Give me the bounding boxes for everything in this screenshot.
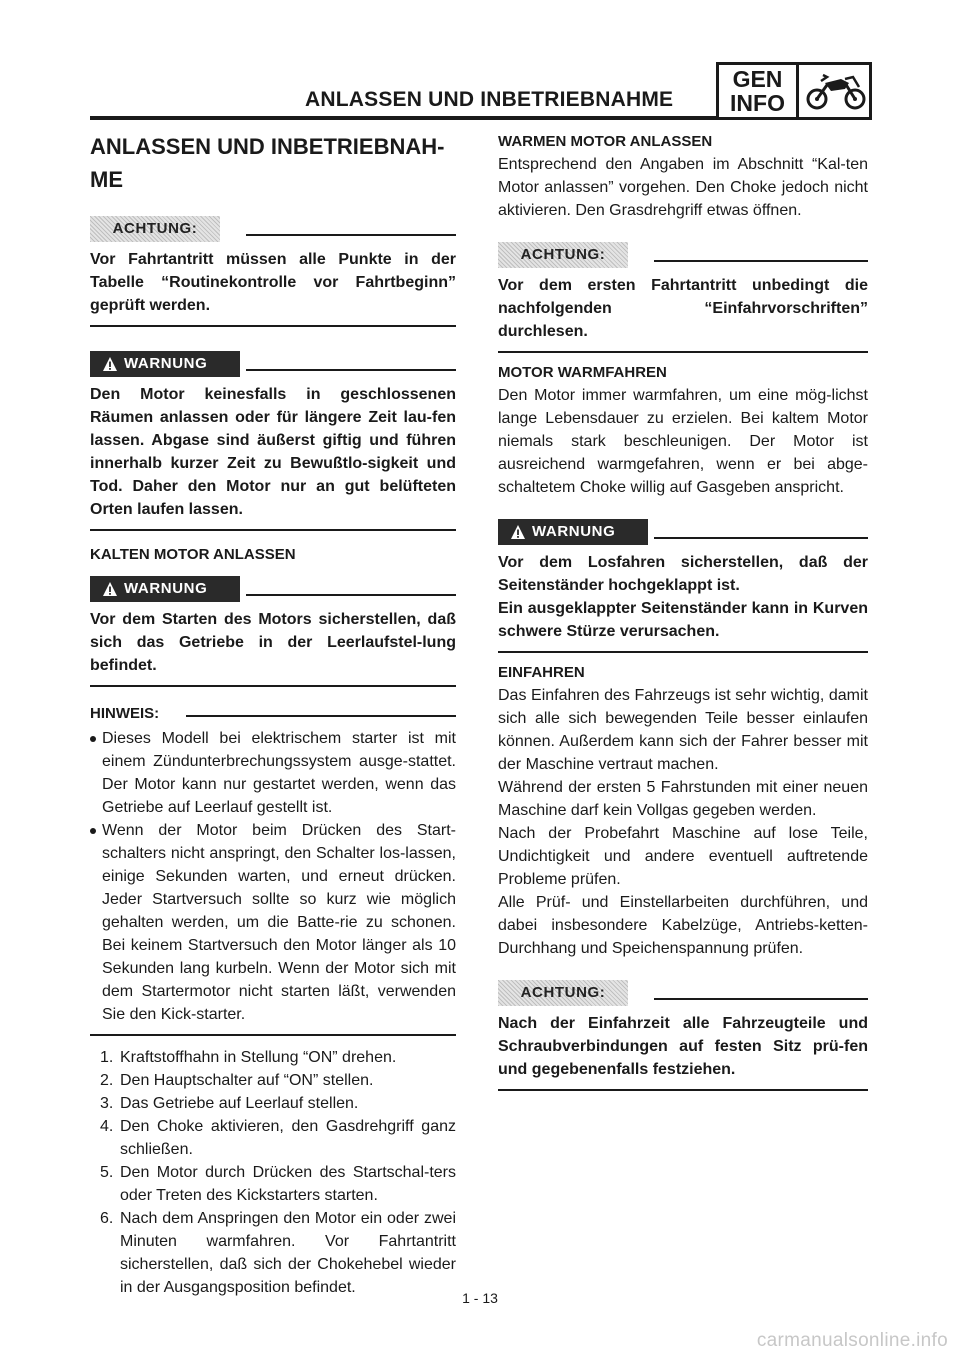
warning-triangle-icon [102, 581, 118, 597]
achtung-notice [90, 214, 456, 327]
einfahren-paragraph: Das Einfahren des Fahrzeugs ist sehr wichtig, damit sich alle sich bewegenden Teile besser einlaufen können. Außerdem kann sich der Fahrer besser mit der Maschine vertraut machen. [498, 687, 868, 773]
hinweis-rule [186, 715, 456, 717]
notice-header [90, 214, 456, 244]
step-text: Den Motor durch Drücken des Startschal-ters oder Treten des Kickstarters starten. [120, 1164, 456, 1204]
warnung-text-line2: Ein ausgeklappter Seitenständer kann in Kurven schwere Stürze verursachen. [498, 600, 868, 640]
achtung-text: Vor dem ersten Fahrtantritt unbedingt die nachfolgenden “Einfahrvorschriften” durchlesen. [498, 274, 868, 353]
hinweis-list [90, 727, 456, 1026]
section-heading-warmfahren: MOTOR WARMFAHREN [498, 364, 667, 381]
hinweis-label: HINWEIS: [90, 705, 160, 722]
page-title-line1: ANLASSEN UND INBETRIEBNAH- [90, 134, 445, 159]
einfahren-paragraph: Während der ersten 5 Fahrstunden mit einer neuen Maschine darf kein Vollgas gegeben werden. [498, 779, 868, 819]
notice-rule [654, 998, 868, 1000]
list-item [90, 1161, 456, 1207]
warnung-text: Den Motor keinesfalls in geschlossenen Räumen anlassen oder für längere Zeit lau-fen lassen. Abgase sind äußerst giftig und führen innerhalb kurzer Zeit zu Bewußtlo-sigkeit und Tod. Daher den Motor nur an gut belüfteten Orten laufen lassen. [90, 383, 456, 531]
list-item [90, 1069, 456, 1092]
warnung-badge [498, 519, 648, 545]
notice-rule [246, 369, 456, 371]
section-code-line1: GEN [732, 66, 783, 92]
notice-header [90, 574, 456, 604]
step-number: 4. [100, 1118, 114, 1135]
achtung-badge: ACHTUNG: [498, 242, 628, 268]
right-column [498, 130, 868, 1091]
warnung-notice [498, 517, 868, 653]
step-number: 2. [100, 1072, 114, 1089]
page-number: 1 - 13 [462, 1290, 498, 1306]
section-heading-einfahren: EINFAHREN [498, 664, 585, 681]
section-tab [716, 62, 872, 120]
hinweis-body [90, 727, 456, 1036]
notice-header [498, 978, 868, 1008]
page-title [90, 130, 456, 196]
warnung-badge [90, 351, 240, 377]
einfahren-paragraph: Alle Prüf- und Einstellarbeiten durchführen, und dabei insbesondere Kabelzüge, Antriebs-ketten-Durchhang und Speichenspannung prüfen. [498, 894, 868, 957]
section-heading-kalt: KALTEN MOTOR ANLASSEN [90, 546, 296, 563]
step-number: 1. [100, 1049, 114, 1066]
warnung-text-line1: Vor dem Losfahren sicherstellen, daß der Seitenständer hochgeklappt ist. [498, 554, 868, 594]
warm-text: Entsprechend den Angaben im Abschnitt “Kal-ten Motor anlassen” vorgehen. Den Choke jedoch nicht aktivieren. Den Grasdrehgriff etwas öffnen. [498, 156, 868, 219]
section-title: ANLASSEN UND INBETRIEBNAHME [305, 88, 674, 111]
hinweis-header [90, 701, 456, 727]
motorcycle-icon [805, 69, 867, 113]
warning-triangle-icon [102, 356, 118, 372]
achtung-text: Nach der Einfahrzeit alle Fahrzeugteile und Schraubverbindungen auf festen Sitz prü-fen und gegebenenfalls festziehen. [498, 1012, 868, 1091]
notice-header [90, 349, 456, 379]
notice-rule [654, 537, 868, 539]
list-item [90, 1115, 456, 1161]
warnung-text: Vor dem Starten des Motors sicherstellen, daß sich das Getriebe in der Leerlaufstel-lung befindet. [90, 608, 456, 687]
warnung-label: WARNUNG [124, 355, 208, 372]
list-item [90, 1046, 456, 1069]
notice-rule [654, 260, 868, 262]
warnung-badge [90, 576, 240, 602]
watermark: carmanualsonline.info [756, 1330, 948, 1351]
section-heading-warm: WARMEN MOTOR ANLASSEN [498, 133, 713, 150]
page-title-line2: ME [90, 167, 123, 192]
start-steps [90, 1046, 456, 1299]
step-text: Den Choke aktivieren, den Gasdrehgriff ganz schließen. [120, 1118, 456, 1158]
notice-header [498, 240, 868, 270]
notice-rule [246, 234, 456, 236]
warnung-notice [90, 574, 456, 687]
section-code [719, 65, 799, 117]
warning-triangle-icon [510, 524, 526, 540]
step-text: Nach dem Anspringen den Motor ein oder zwei Minuten warmfahren. Vor Fahrtantritt sicherstellen, daß sich der Chokehebel wieder in der Ausgangsposition befindet. [120, 1210, 456, 1296]
step-number: 5. [100, 1164, 114, 1181]
list-item [90, 1092, 456, 1115]
step-text: Den Hauptschalter auf “ON” stellen. [120, 1072, 374, 1089]
list-item: Dieses Modell bei elektrischem starter ist mit einem Zündunterbrechungssystem ausge-stattet. Der Motor kann nur gestartet werden, wenn das Getriebe auf Leerlauf gestellt ist. [90, 727, 456, 819]
warnung-label: WARNUNG [124, 580, 208, 597]
step-text: Kraftstoffhahn in Stellung “ON” drehen. [120, 1049, 397, 1066]
warnung-notice [90, 349, 456, 531]
notice-header [498, 517, 868, 547]
warnung-text [498, 551, 868, 653]
achtung-text: Vor Fahrtantritt müssen alle Punkte in der Tabelle “Routinekontrolle vor Fahrtbeginn” geprüft werden. [90, 248, 456, 327]
step-number: 6. [100, 1210, 114, 1227]
warmfahren-text: Den Motor immer warmfahren, um eine mög-lichst lange Lebensdauer zu erzielen. Bei kaltem Motor niemals stark beschleunigen. Der Motor ist ausreichend warmgefahren, wenn er bei abge-schaltetem Choke willig auf Gasgeben anspricht. [498, 387, 868, 496]
achtung-notice [498, 240, 868, 353]
list-item [90, 1207, 456, 1299]
list-item: Wenn der Motor beim Drücken des Start-schalters nicht anspringt, den Schalter los-lassen, einige Sekunden warten, und erneut drücken. Jeder Startversuch sollte so kurz wie möglich gehalten werden, um die Batte-rie zu schonen. Bei keinem Startversuch den Motor länger als 10 Sekunden lang kurbeln. Wenn der Motor sich mit dem Startermotor nicht starten läßt, verwenden Sie den Kick-starter. [90, 819, 456, 1026]
achtung-badge: ACHTUNG: [90, 216, 220, 242]
left-column [90, 130, 456, 1299]
step-text: Das Getriebe auf Leerlauf stellen. [120, 1095, 359, 1112]
section-code-line2: INFO [730, 90, 785, 116]
achtung-badge: ACHTUNG: [498, 980, 628, 1006]
step-number: 3. [100, 1095, 114, 1112]
notice-rule [246, 594, 456, 596]
achtung-notice [498, 978, 868, 1091]
einfahren-paragraph: Nach der Probefahrt Maschine auf lose Teile, Undichtigkeit und andere eventuell auftretende Probleme prüfen. [498, 825, 868, 888]
warnung-label: WARNUNG [532, 523, 616, 540]
